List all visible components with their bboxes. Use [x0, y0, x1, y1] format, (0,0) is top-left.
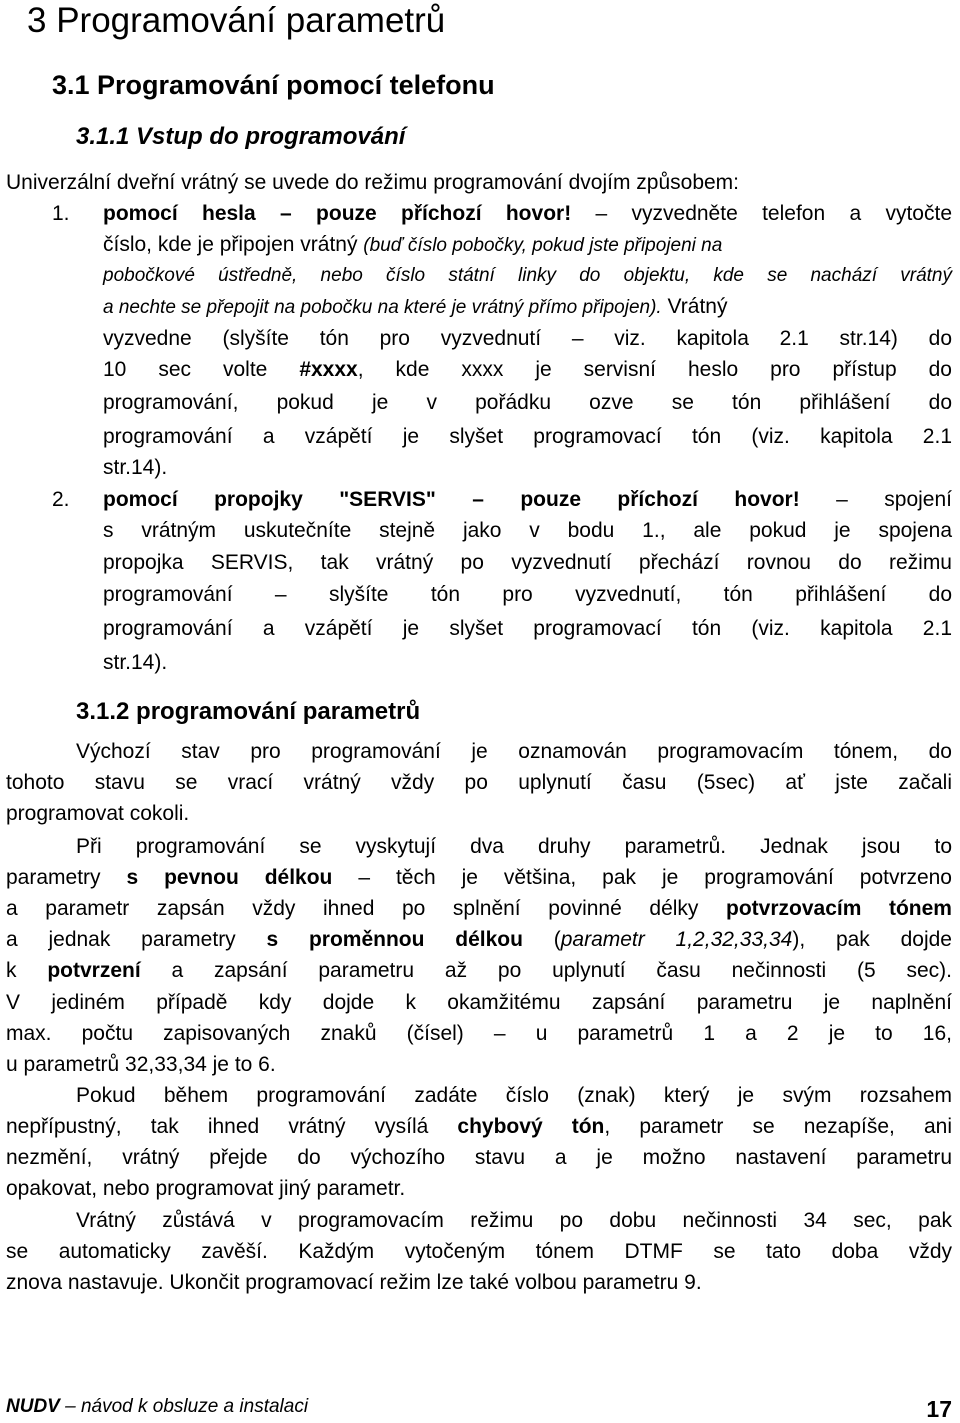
paragraph-line: Pokud během programování zadáte číslo (znak) který je svým rozsahem — [76, 1084, 952, 1107]
paragraph-line: max. počtu zapisovaných znaků (čísel) – u parametrů 1 a 2 je to 16, — [6, 1022, 952, 1045]
list-item-line: s vrátným uskutečníte stejně jako v bodu 1., ale pokud je spojena — [103, 519, 952, 542]
list-item-line: a nechte se přepojit na pobočku na které je vrátný přímo připojen). Vrátný — [103, 295, 728, 318]
list-item-line: programování a vzápětí je slyšet programovací tón (viz. kapitola 2.1 — [103, 617, 952, 640]
paragraph-line: nezmění, vrátný přejde do výchozího stavu a je možno nastavení parametru — [6, 1146, 952, 1169]
paragraph-line: znova nastavuje. Ukončit programovací režim lze také volbou parametru 9. — [6, 1271, 702, 1294]
list-item-line: pobočkové ústředně, nebo číslo státní linky do objektu, kde se nachází vrátný — [103, 265, 952, 286]
paragraph-line: opakovat, nebo programovat jiný parametr. — [6, 1177, 406, 1200]
paragraph-line: k potvrzení a zapsání parametru až po uplynutí času nečinnosti (5 sec). — [6, 959, 952, 982]
list-item-line: programování, pokud je v pořádku ozve se tón přihlášení do — [103, 391, 952, 414]
page-number: 17 — [926, 1396, 952, 1422]
list-item-line: propojka SERVIS, tak vrátný po vyzvednutí přechází rovnou do režimu — [103, 551, 952, 574]
paragraph-line: parametry s pevnou délkou – těch je většina, pak je programování potvrzeno — [6, 866, 952, 889]
paragraph-line: tohoto stavu se vrací vrátný vždy po uplynutí času (5sec) ať jste začali — [6, 771, 952, 794]
paragraph-line: u parametrů 32,33,34 je to 6. — [6, 1053, 276, 1076]
list-item-line: pomocí hesla – pouze příchozí hovor! – vyzvedněte telefon a vytočte — [103, 202, 952, 225]
list-item-line: 10 sec volte #xxxx, kde xxxx je servisní heslo pro přístup do — [103, 358, 952, 381]
list-item-number: 1. — [52, 202, 70, 225]
list-item-line: programování a vzápětí je slyšet programovací tón (viz. kapitola 2.1 — [103, 425, 952, 448]
paragraph-line: V jediném případě kdy dojde k okamžitému zapsání parametru je naplnění — [6, 991, 952, 1014]
paragraph-line: nepřípustný, tak ihned vrátný vysílá chybový tón, parametr se nezapíše, ani — [6, 1115, 952, 1138]
subsection-heading-1: 3.1.1 Vstup do programování — [76, 123, 406, 150]
page-footer: NUDV – návod k obsluze a instalaci — [6, 1396, 309, 1417]
paragraph-line: a jednak parametry s proměnnou délkou (parametr 1,2,32,33,34), pak dojde — [6, 928, 952, 951]
paragraph-line: Vrátný zůstává v programovacím režimu po dobu nečinnosti 34 sec, pak — [76, 1209, 952, 1232]
subsection-heading-2: 3.1.2 programování parametrů — [76, 698, 421, 725]
list-item-line: str.14). — [103, 456, 168, 479]
paragraph-line: Při programování se vyskytují dva druhy parametrů. Jednak jsou to — [76, 835, 952, 858]
intro-line: Univerzální dveřní vrátný se uvede do režimu programování dvojím způsobem: — [6, 171, 740, 194]
list-item-line: číslo, kde je připojen vrátný (buď číslo pobočky, pokud jste připojeni na — [103, 233, 723, 256]
chapter-heading: 3 Programování parametrů — [27, 1, 446, 40]
list-item-line: str.14). — [103, 651, 168, 674]
list-item-line: programování – slyšíte tón pro vyzvednutí, tón přihlášení do — [103, 583, 952, 606]
section-heading: 3.1 Programování pomocí telefonu — [52, 70, 495, 100]
paragraph-line: a parametr zapsán vždy ihned po splnění povinné délky potvrzovacím tónem — [6, 897, 952, 920]
list-item-number: 2. — [52, 488, 70, 511]
list-item-line: pomocí propojky "SERVIS" – pouze příchozí hovor! – spojení — [103, 488, 952, 511]
list-item-line: vyzvedne (slyšíte tón pro vyzvednutí – viz. kapitola 2.1 str.14) do — [103, 327, 952, 350]
paragraph-line: se automaticky zavěší. Každým vytočeným tónem DTMF se tato doba vždy — [6, 1240, 952, 1263]
paragraph-line: Výchozí stav pro programování je oznamován programovacím tónem, do — [76, 740, 952, 763]
paragraph-line: programovat cokoli. — [6, 802, 190, 825]
